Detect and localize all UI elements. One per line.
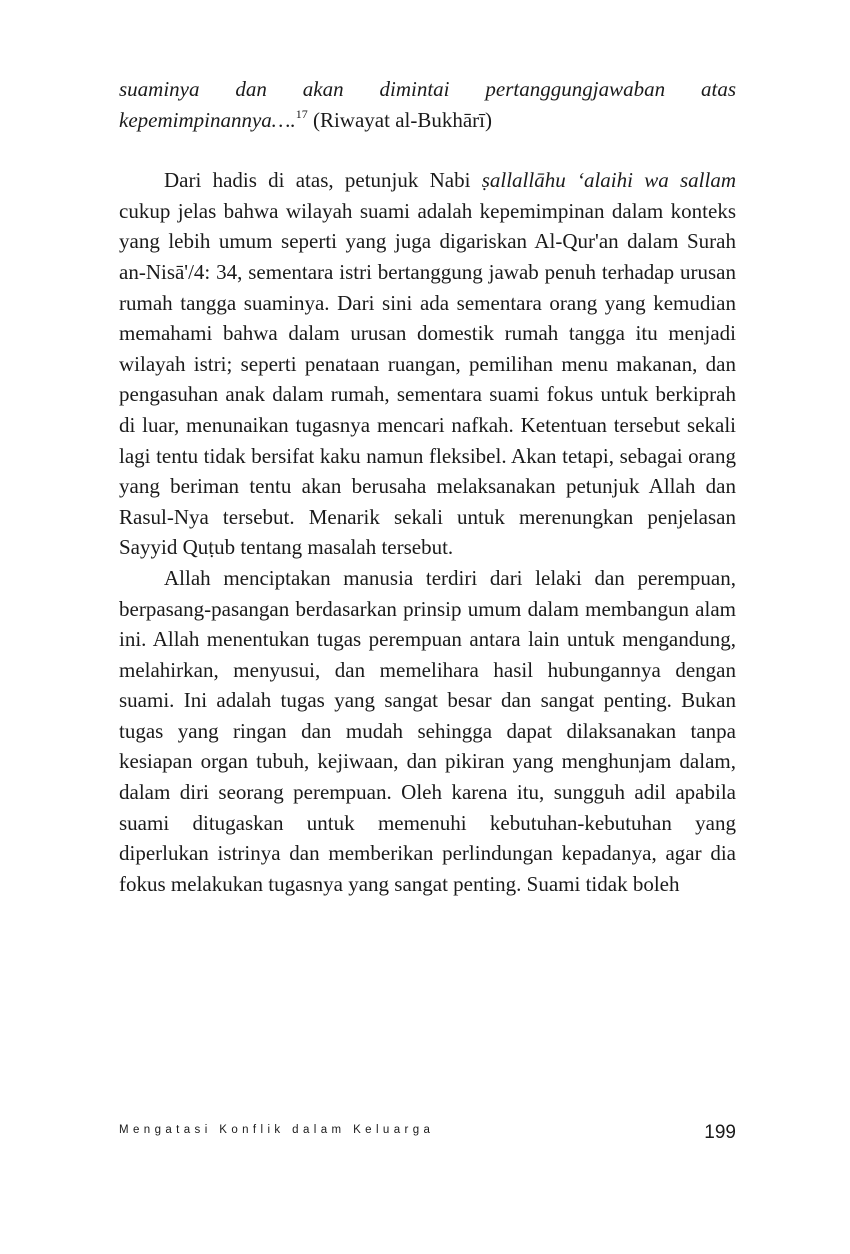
page-number: 199	[704, 1122, 736, 1143]
paragraph-1	[119, 165, 736, 563]
paragraph-2: Allah menciptakan manusia terdiri dari lelaki dan perempuan, berpasang-pasangan berdasarkan prinsip umum dalam membangun alam ini. Allah menentukan tugas perempuan antara lain untuk mengandung, melahirkan, menyusui, dan memelihara hasil hubungannya dengan suami. Ini adalah tugas yang sangat besar dan sangat penting. Bukan tugas yang ringan dan mudah sehingga dapat dilaksanakan tanpa kesiapan organ tubuh, kejiwaan, dan pikiran yang menghunjam dalam, dalam diri seorang perempuan. Oleh karena itu, sungguh adil apabila suami ditugaskan untuk memenuhi kebutuhan-kebutuhan yang diperlukan istrinya dan memberikan perlindungan kepadanya, agar dia fokus melakukan tugasnya yang sangat penting. Suami tidak boleh	[119, 565, 736, 896]
quote-italic-text: kepemimpinannya….	[119, 107, 296, 132]
honorific-phrase: ṣallallāhu ‘alaihi wa sallam	[481, 168, 736, 193]
paragraph-1-body: cukup jelas bahwa wilayah suami adalah kepemimpinan dalam konteks yang lebih umum seperti yang juga digariskan Al-Qur'an dalam Surah an-Nisā'/4: 34, sementara istri bertanggung jawab penuh terhadap urusan rumah tangga suaminya. Dari sini ada sementara orang yang kemudian memahami bahwa dalam urusan domestik rumah tangga itu menjadi wilayah istri; seperti penataan ruangan, pemilihan menu makanan, dan pengasuhan anak dalam rumah, sementara suami fokus untuk berkiprah di luar, menunaikan tugasnya mencari nafkah. Ketentuan tersebut sekali lagi tentu tidak bersifat kaku namun fleksibel. Akan tetapi, sebagai orang yang beriman tentu akan berusaha melaksanakan petunjuk Allah dan Rasul-Nya tersebut. Menarik sekali untuk merenungkan penjelasan Sayyid Quṭub tentang masalah tersebut.	[119, 198, 736, 560]
quote-source: (Riwayat al-Bukhārī)	[307, 107, 492, 132]
running-footer-title: Mengatasi Konflik dalam Keluarga	[119, 1124, 435, 1136]
paragraph-1-intro: Dari hadis di atas, petunjuk Nabi	[164, 168, 482, 193]
page-body	[119, 74, 736, 899]
quote-text-line2	[119, 105, 736, 136]
footnote-reference[interactable]: 17	[295, 106, 308, 121]
quote-text-line1: suaminya dan akan dimintai pertanggungjawaban atas	[119, 77, 736, 101]
